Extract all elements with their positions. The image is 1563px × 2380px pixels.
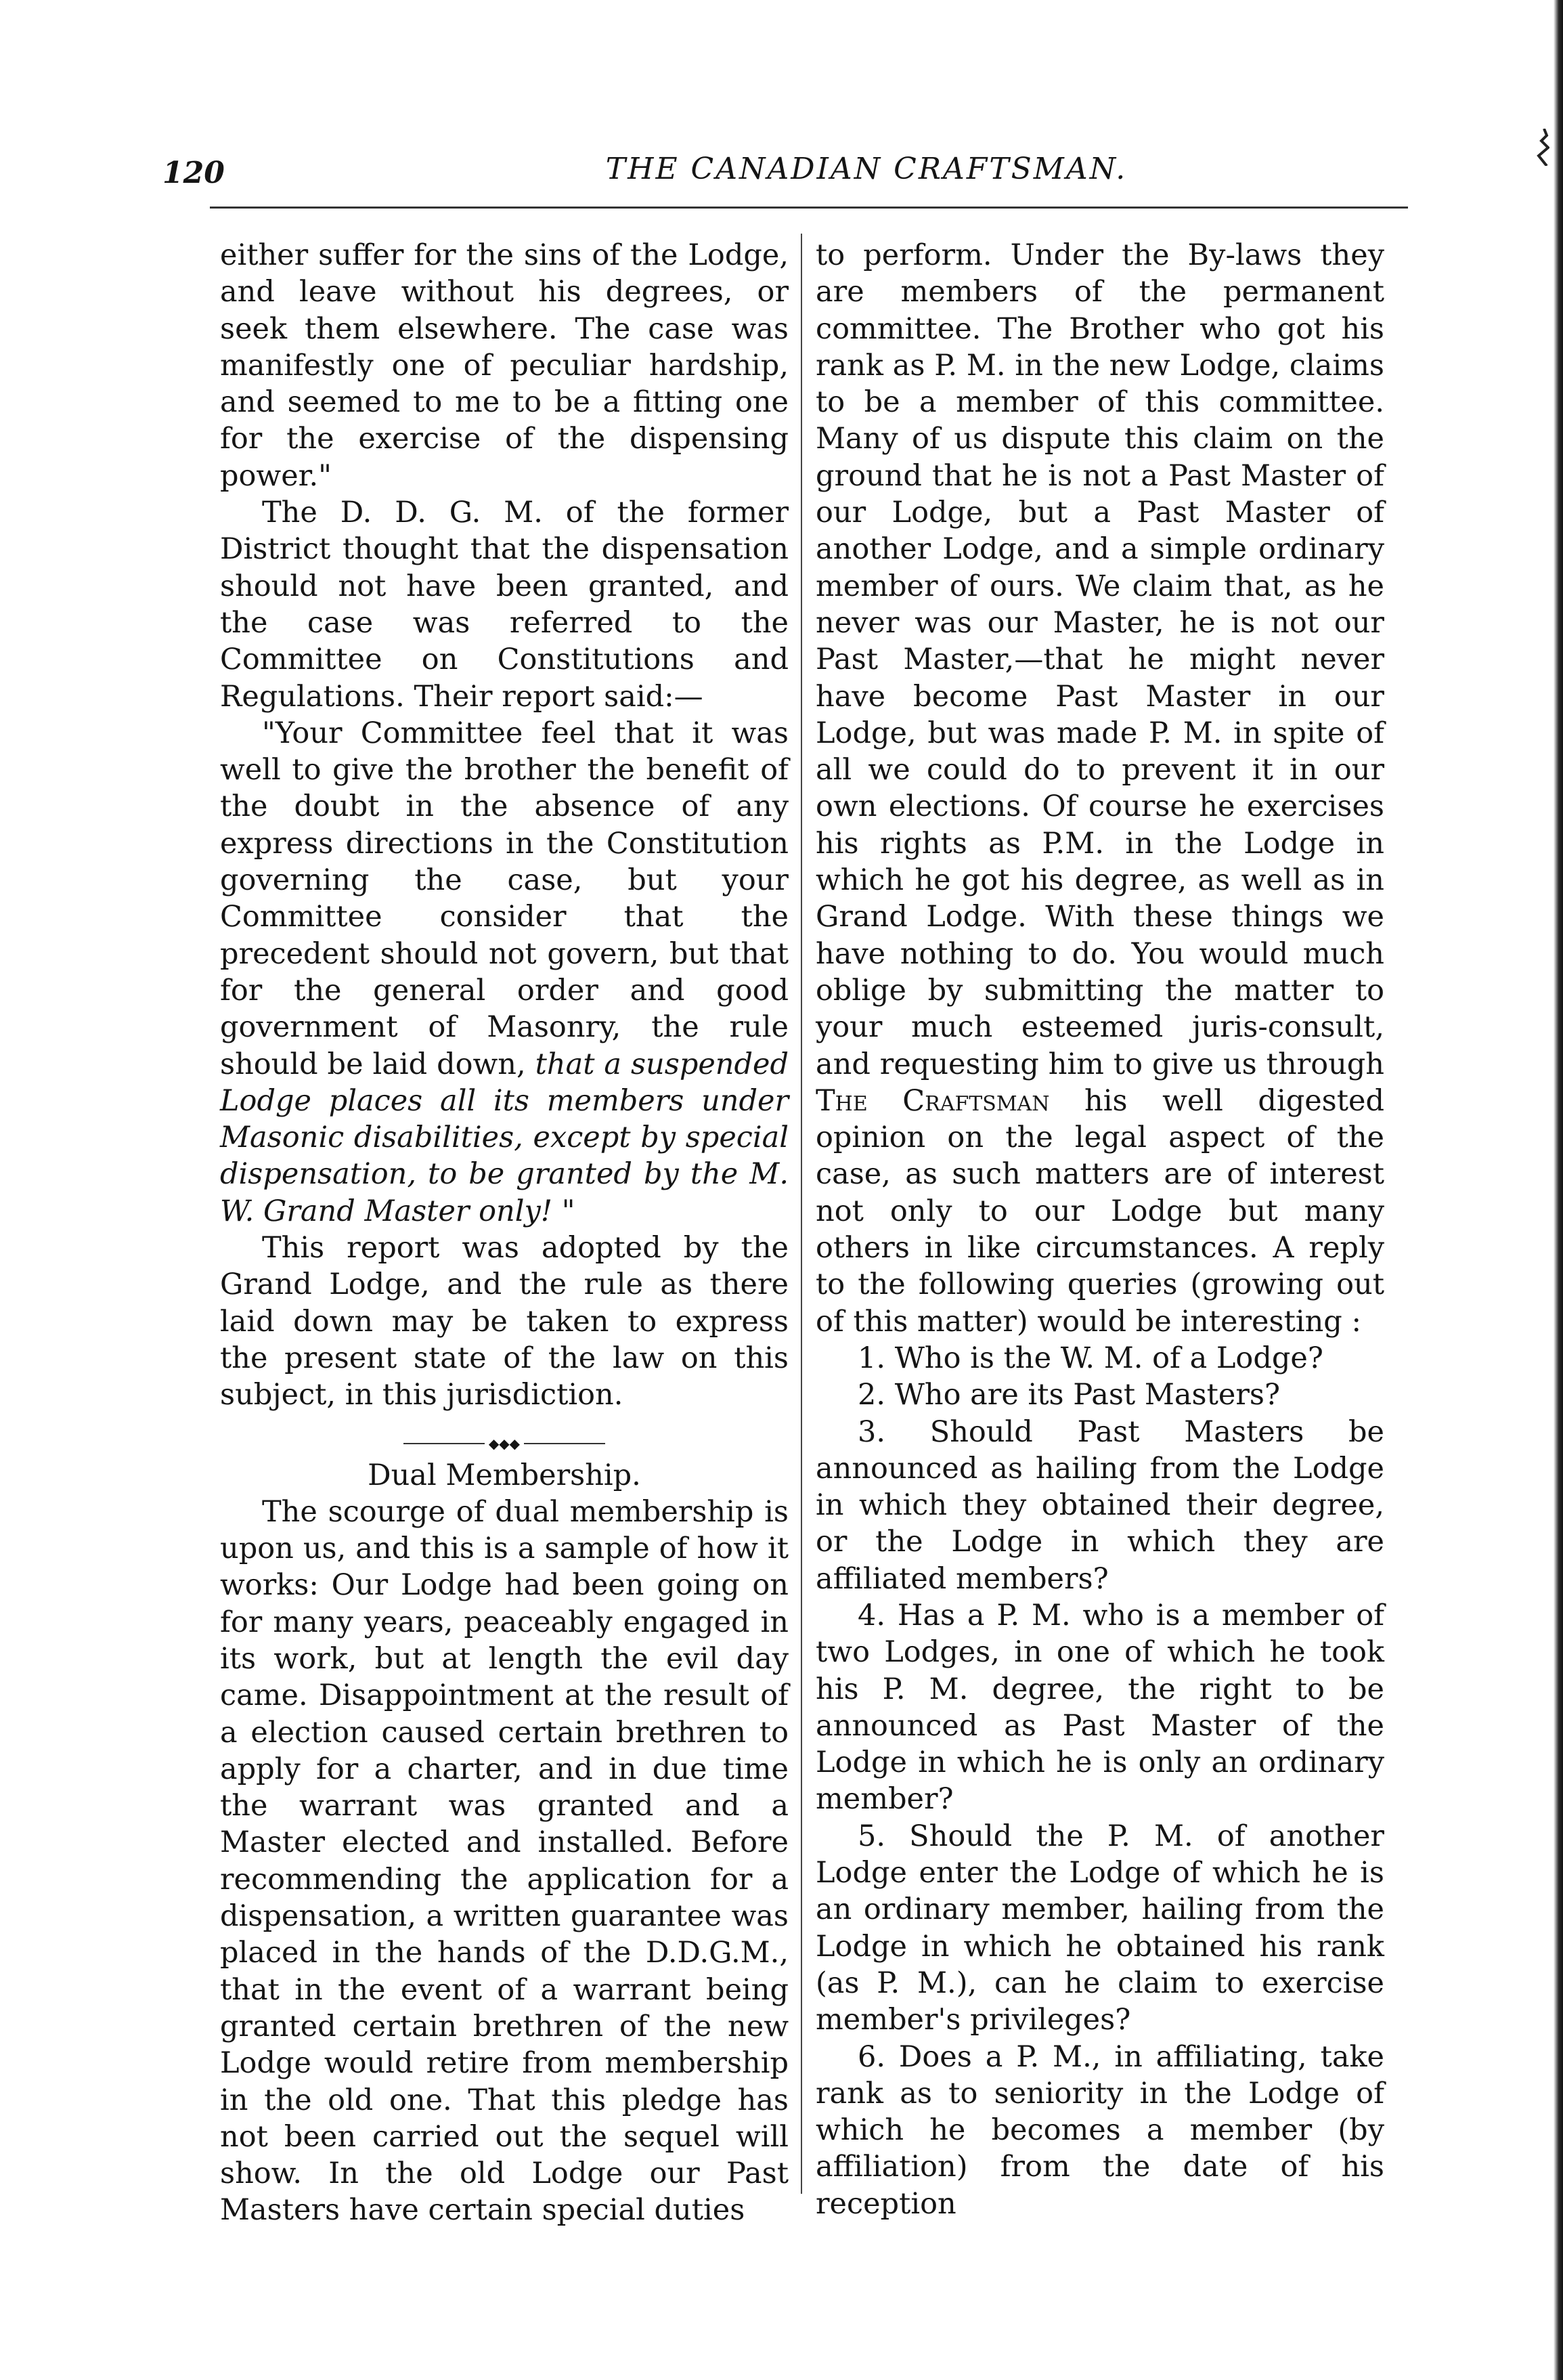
header-rule [210, 207, 1408, 209]
query-5: 5. Should the P. M. of another Lodge enter the Lodge of which he is an ordinary member, hailing from the Lodge in which he obtained his rank (as P. M.), can he claim to exercise member's privileges? [816, 1819, 1384, 2037]
committee-report-quote [220, 715, 789, 1230]
quote-italic-rule: that a suspended Lodge places all its members under Masonic disabilities, except by special dispensation, to be granted by the M. W. Grand Master only! [220, 1047, 789, 1228]
left-paragraph-5: The scourge of dual membership is upon us, and this is a sample of how it works: Our Lodge had been going on for many years, peaceably engaged in its work, but at length the evil day came. Disappointment at the result of a election caused certain brethren to apply for a charter, and in due time the warrant was granted and a Master elected and installed. Before recommending the application for a dispensation, a written guarantee was placed in the hands of the D.D.G.M., that in the event of a warrant being granted certain brethren of the new Lodge would retire from membership in the old one. That this pledge has not been carried out the sequel will show. In the old Lodge our Past Masters have certain special duties [220, 1494, 789, 2228]
publication-name: The Craftsman [816, 1083, 1050, 1118]
query-2: 2. Who are its Past Masters? [858, 1378, 1281, 1412]
running-head-title: THE CANADIAN CRAFTSMAN. [605, 152, 1128, 186]
quote-text: "Your Committee feel that it was well to give the brother the benefit of the doubt in the absence of any express directions in the Constitution governing the case, but your Committee consider that the precedent should not govern, but that for the general order and good government of Masonry, the rule should be laid down, [220, 716, 789, 1081]
left-paragraph-1: either suffer for the sins of the Lodge, and leave without his degrees, or seek them elsewhere. The case was manifestly one of peculiar hardship, and seemed to me to be a fitting one for the exercise of the dispensing power." [220, 238, 789, 493]
query-3: 3. Should Past Masters be announced as hailing from the Lodge in which they obtained their degree, or the Lodge in which they are affiliated members? [816, 1414, 1384, 1596]
section-title: Dual Membership. [368, 1458, 641, 1492]
right-column [816, 237, 1384, 2222]
left-paragraph-4: This report was adopted by the Grand Lodge, and the rule as there laid down may be taken to express the present state of the law on this subject, in this jurisdiction. [220, 1231, 789, 1412]
left-paragraph-2: The D. D. G. M. of the former District thought that the dispensation should not have been granted, and the case was referred to the Committee on Constitutions and Regulations. Their report said:— [220, 496, 789, 714]
edge-artifact-mark [1524, 129, 1549, 166]
ornament-diamonds: ◆◆◆ [488, 1435, 521, 1452]
page-number: 120 [162, 156, 225, 190]
right-paragraph-1 [816, 237, 1384, 1340]
right-p1-end: his well digested opinion on the legal aspect of the case, as such matters are of interest not only to our Lodge but many others in like circumstances. A reply to the following queries (growing out of this matter) would be interesting : [816, 1083, 1384, 1339]
section-ornament [220, 1437, 789, 1450]
column-divider [801, 234, 802, 2194]
ornament-rule-left [403, 1443, 485, 1444]
page-binding-edge [1554, 0, 1563, 2380]
left-column [220, 237, 789, 2229]
ornament-rule-right [524, 1443, 605, 1444]
query-1: 1. Who is the W. M. of a Lodge? [858, 1341, 1323, 1375]
query-4: 4. Has a P. M. who is a member of two Lodges, in one of which he took his P. M. degree, the right to be announced as Past Master of the Lodge in which he is only an ordinary member? [816, 1598, 1384, 1817]
query-6: 6. Does a P. M., in affiliating, take rank as to seniority in the Lodge of which he becomes a member (by affiliation) from the date of his reception [816, 2039, 1384, 2221]
quote-close: " [552, 1194, 575, 1228]
right-p1-text: to perform. Under the By-laws they are members of the permanent committee. The Brother who got his rank as P. M. in the new Lodge, claims to be a member of this committee. Many of us dispute this claim on the ground that he is not a Past Master of our Lodge, but a Past Master of another Lodge, and a simple ordinary member of ours. We claim that, as he never was our Master, he is not our Past Master,—that he might never have become Past Master in our Lodge, but was made P. M. in spite of all we could do to prevent it in our own elections. Of course he exercises his rights as P.M. in the Lodge in which he got his degree, as well as in Grand Lodge. With these things we have nothing to do. You would much oblige by submitting the matter to your much esteemed juris-consult, and requesting him to give us through [816, 238, 1384, 1081]
